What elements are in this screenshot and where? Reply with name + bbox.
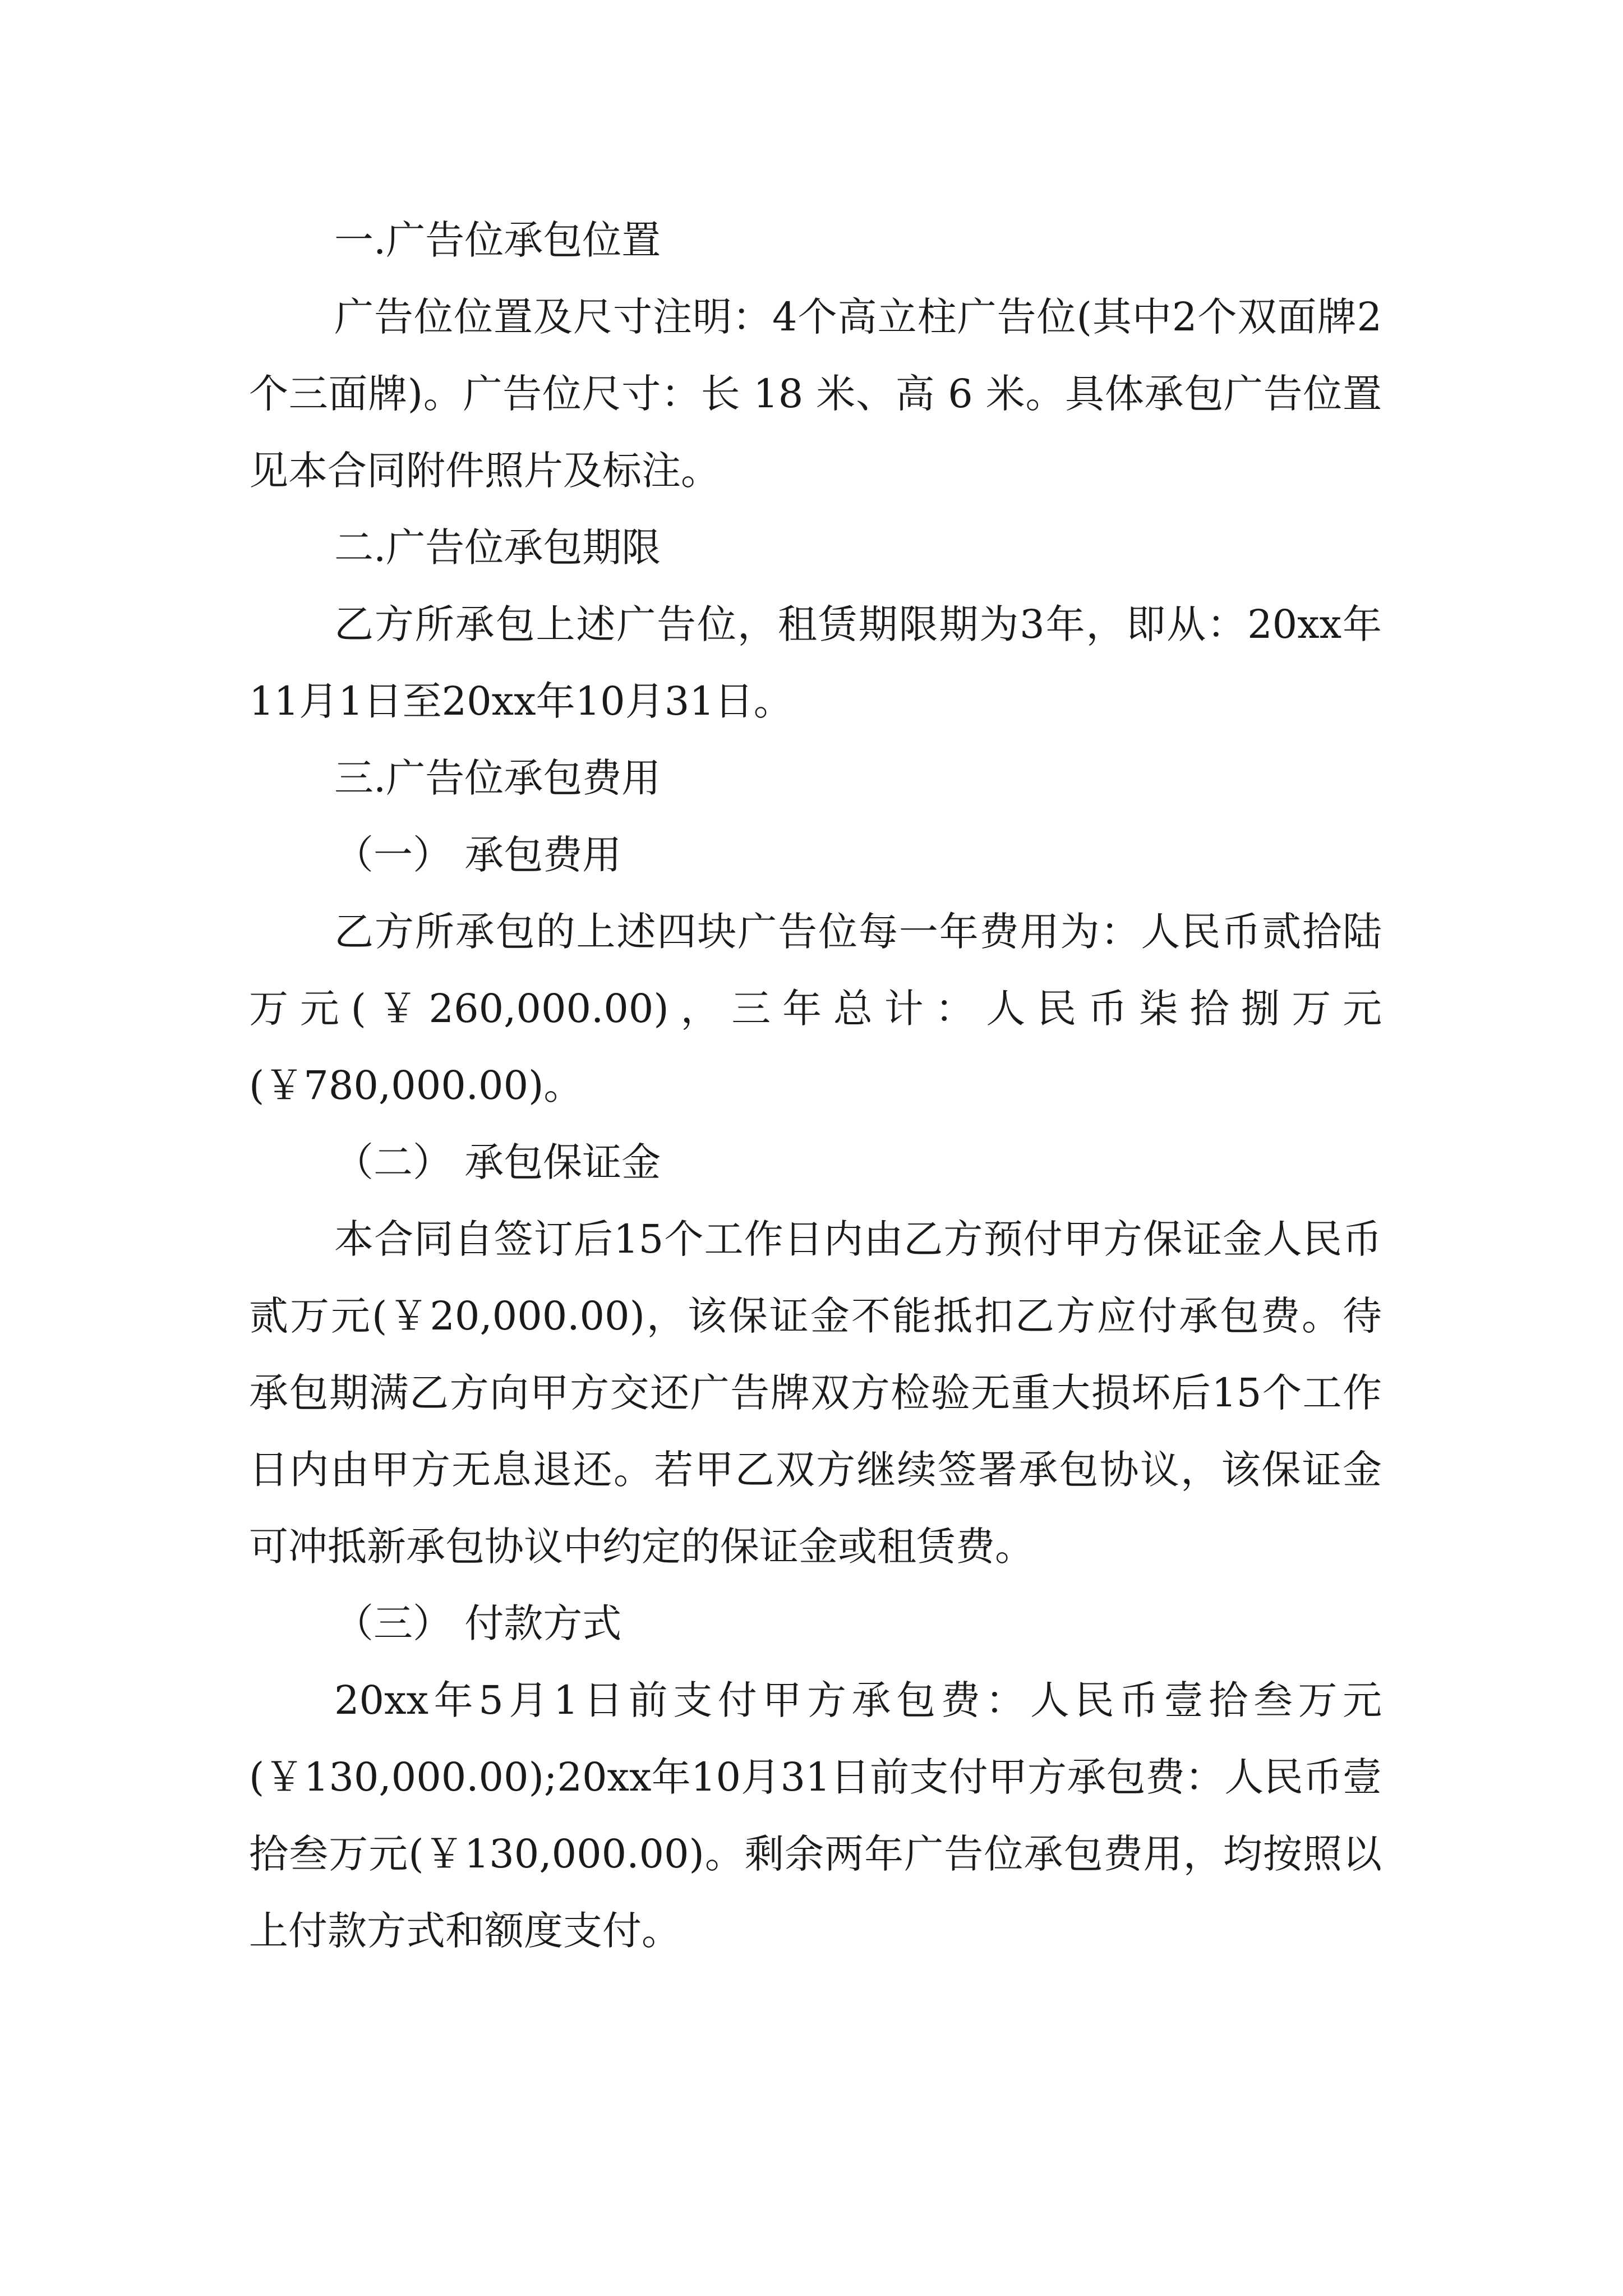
paragraph-lease-term: 乙方所承包上述广告位，租赁期限期为3年，即从：20xx年11月1日至20xx年10月31日。 <box>249 601 1382 724</box>
paragraph-fees: 乙方所承包的上述四块广告位每一年费用为：人民币贰拾陆万元(￥260,000.00)，三年总计：人民币柒拾捌万元(￥780,000.00)。 <box>249 909 1382 1108</box>
document-body <box>249 202 1382 1970</box>
paragraph-payment: 20xx年5月1日前支付甲方承包费：人民币壹拾叁万元(￥130,000.00);20xx年10月31日前支付甲方承包费：人民币壹拾叁万元(￥130,000.00)。剩余两年广告位承包费用，均按照以上付款方式和额度支付。 <box>249 1677 1382 1954</box>
subheading-payment: （三） 付款方式 <box>334 1600 622 1646</box>
section-heading-2: 二.广告位承包期限 <box>334 524 661 570</box>
section-heading-1: 一.广告位承包位置 <box>334 217 661 263</box>
subheading-deposit: （二） 承包保证金 <box>334 1139 661 1185</box>
section-heading-3: 三.广告位承包费用 <box>334 755 661 801</box>
subheading-fees: （一） 承包费用 <box>334 832 622 878</box>
paragraph-ad-location: 广告位位置及尺寸注明：4个高立柱广告位(其中2个双面牌2个三面牌)。广告位尺寸：长 18 米、高 6 米。具体承包广告位置见本合同附件照片及标注。 <box>249 294 1382 494</box>
paragraph-deposit: 本合同自签订后15个工作日内由乙方预付甲方保证金人民币贰万元(￥20,000.00)，该保证金不能抵扣乙方应付承包费。待承包期满乙方向甲方交还广告牌双方检验无重大损坏后15个工作日内由甲方无息退还。若甲乙双方继续签署承包协议，该保证金可冲抵新承包协议中约定的保证金或租赁费。 <box>249 1216 1382 1570</box>
